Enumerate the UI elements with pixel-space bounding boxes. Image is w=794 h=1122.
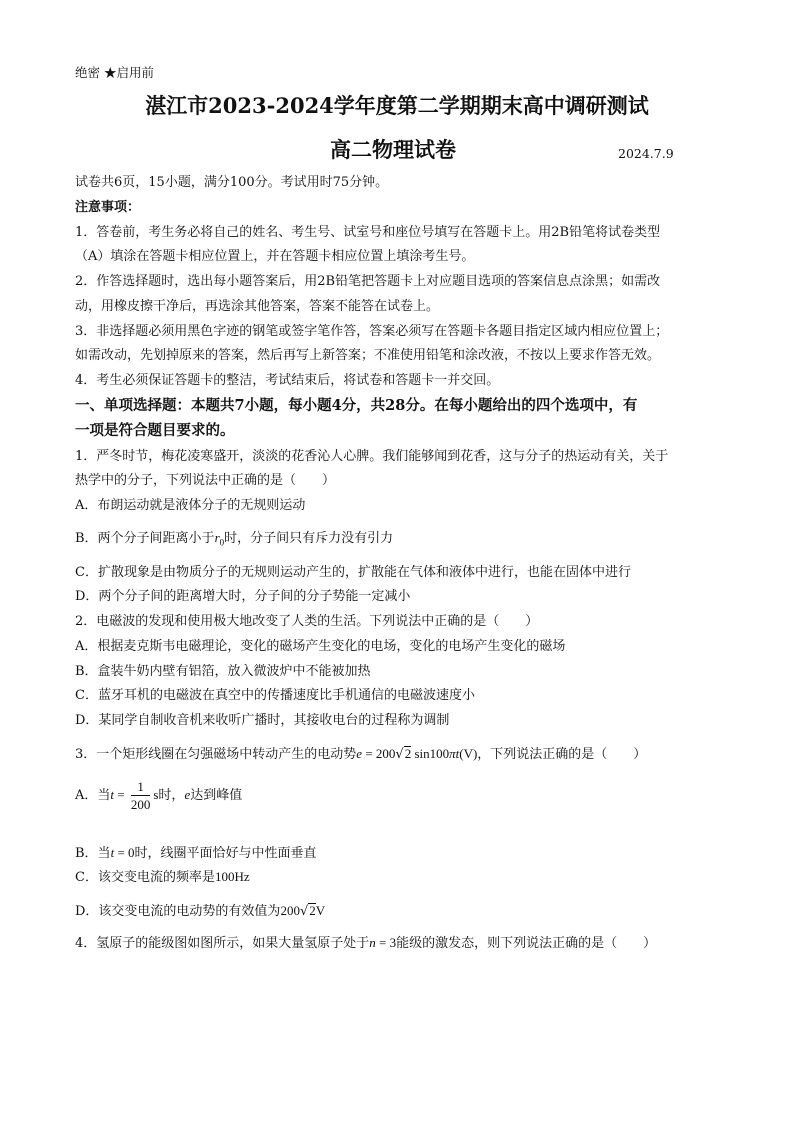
- q1-option-b-prefix: B．两个分子间距离小于: [75, 531, 215, 546]
- q4-stem-suffix: 能级的激发态，则下列说法正确的是（ ）: [396, 936, 657, 951]
- exam-subtitle: 高二物理试卷: [330, 137, 456, 162]
- q3-option-d-value: 200: [280, 903, 300, 918]
- section-1-heading-line-1: 一、单项选择题：本题共7小题，每小题4分，共28分。在每小题给出的四个选项中，有: [75, 397, 638, 414]
- q2-option-b: B．盒装牛奶内壁有铝箔，放入微波炉中不能被加热: [75, 664, 371, 679]
- q3-option-a-e: e: [184, 787, 191, 802]
- q3-option-b-prefix: B．当: [75, 846, 111, 861]
- q3-option-a-var: t: [110, 787, 115, 802]
- q3-option-a-prefix: A．当: [75, 788, 111, 803]
- note-1-line-2: （A）填涂在答题卡相应位置上，并在答题卡相应位置上填涂考生号。: [75, 249, 475, 264]
- q3-option-a-eq: =: [114, 787, 128, 802]
- q4-n-eq: = 3: [375, 935, 397, 950]
- q3-option-a-unit: s: [153, 787, 159, 802]
- q2-stem: 2．电磁波的发现和使用极大地改变了人类的生活。下列说法中正确的是（ ）: [75, 614, 539, 629]
- q1-option-b-sub: 0: [219, 537, 225, 548]
- q3-option-c-value: 100Hz: [214, 869, 250, 884]
- q4-stem: [75, 934, 656, 953]
- q3-option-a-mid: 时，: [158, 788, 185, 803]
- q3-option-a-suffix: 达到峰值: [190, 788, 243, 803]
- q2-option-c: C．蓝牙耳机的电磁波在真空中的传播速度比手机通信的电磁波速度小: [75, 688, 475, 703]
- q3-option-b-var: t: [110, 845, 115, 860]
- q3-stem-suffix: ，下列说法正确的是（ ）: [477, 747, 647, 762]
- note-1-line-1: 1．答卷前，考生务必将自己的姓名、考生号、试室号和座位号填写在答题卡上。用2B铅笔将试卷类型: [75, 225, 661, 240]
- q3-option-b: [75, 844, 317, 863]
- q1-option-c: C．扩散现象是由物质分子的无规则运动产生的，扩散能在气体和液体中进行，也能在固体中进行: [75, 565, 631, 580]
- q4-stem-prefix: 4．氢原子的能级图如图所示，如果大量氢原子处于: [75, 936, 370, 951]
- q3-option-c: [75, 868, 250, 887]
- q3-option-b-eq: = 0: [114, 845, 135, 860]
- q3-option-c-prefix: C．该交变电流的频率是: [75, 870, 215, 885]
- confidential-mark: 绝密 ★启用前: [75, 65, 154, 80]
- q1-option-b-var: r: [214, 530, 220, 545]
- note-4: 4．考生必须保证答题卡的整洁，考试结束后，将试卷和答题卡一并交回。: [75, 373, 500, 388]
- note-2-line-2: 动，用橡皮擦干净后，再选涂其他答案，答案不能答在试卷上。: [75, 299, 440, 314]
- q3-option-d-radicand: 2: [309, 903, 316, 918]
- q1-option-b-suffix: 时，分子间只有斥力没有引力: [224, 531, 394, 546]
- q1-option-b: [75, 529, 393, 552]
- q4-n-var: n: [369, 935, 376, 950]
- exam-date: 2024.7.9: [618, 146, 674, 161]
- q3-eq-lhs: e: [356, 746, 363, 761]
- exam-intro: 试卷共6页，15小题，满分100分。考试用时75分钟。: [75, 175, 389, 190]
- q3-option-b-suffix: 时，线圈平面恰好与中性面垂直: [134, 846, 317, 861]
- q1-option-d: D．两个分子间的距离增大时，分子间的分子势能一定减小: [75, 589, 411, 604]
- exam-title: 湛江市2023-2024学年度第二学期期末高中调研测试: [145, 93, 649, 118]
- q3-eq-mid: = 200: [362, 746, 396, 761]
- q3-eq-unit: (V): [459, 746, 478, 761]
- q3-sqrt-radicand: 2: [404, 746, 412, 761]
- q3-fraction-denominator: 200: [130, 797, 151, 812]
- q3-sqrt-sign: √: [395, 747, 404, 762]
- notes-heading: 注意事项：: [75, 200, 141, 215]
- note-2-line-1: 2．作答选择题时，选出每小题答案后，用2B铅笔把答题卡上对应题目选项的答案信息点涂黑；如需改: [75, 274, 661, 289]
- section-1-heading-line-2: 一项是符合题目要求的。: [75, 422, 235, 439]
- q2-option-d: D．某同学自制收音机来收听广播时，其接收电台的过程称为调制: [75, 713, 450, 728]
- q3-eq-sin: sin100: [411, 746, 450, 761]
- note-3-line-1: 3．非选择题必须用黑色字迹的钢笔或签字笔作答，答案必须写在答题卡各题目指定区域内相应位置上；: [75, 324, 669, 339]
- q3-option-a-fraction: [131, 778, 151, 813]
- note-3-line-2: 如需改动，先划掉原来的答案，然后再写上新答案；不准使用铅笔和涂改液，不按以上要求作答无效。: [75, 348, 661, 363]
- q3-stem-prefix: 3．一个矩形线圈在匀强磁场中转动产生的电动势: [75, 747, 357, 762]
- q3-option-d-prefix: D．该交变电流的电动势的有效值为: [75, 904, 281, 919]
- q3-option-a: [75, 778, 242, 813]
- q1-option-a: A．布朗运动就是液体分子的无规则运动: [75, 498, 306, 513]
- q3-option-d-unit: V: [315, 903, 326, 918]
- q3-stem: [75, 745, 646, 764]
- q3-option-d-sqrt-sign: √: [299, 904, 309, 919]
- q3-option-d: [75, 902, 325, 921]
- q1-stem-line-2: 热学中的分子，下列说法中正确的是（ ）: [75, 473, 336, 488]
- q1-stem-line-1: 1．严冬时节，梅花凌寒盛开，淡淡的花香沁人心脾。我们能够闻到花香，这与分子的热运动有关，关于: [75, 449, 669, 464]
- q3-eq-pi-t: πt: [449, 746, 460, 761]
- q2-option-a: A．根据麦克斯韦电磁理论，变化的磁场产生变化的电场，变化的电场产生变化的磁场: [75, 639, 566, 654]
- q3-fraction-numerator: 1: [131, 778, 151, 796]
